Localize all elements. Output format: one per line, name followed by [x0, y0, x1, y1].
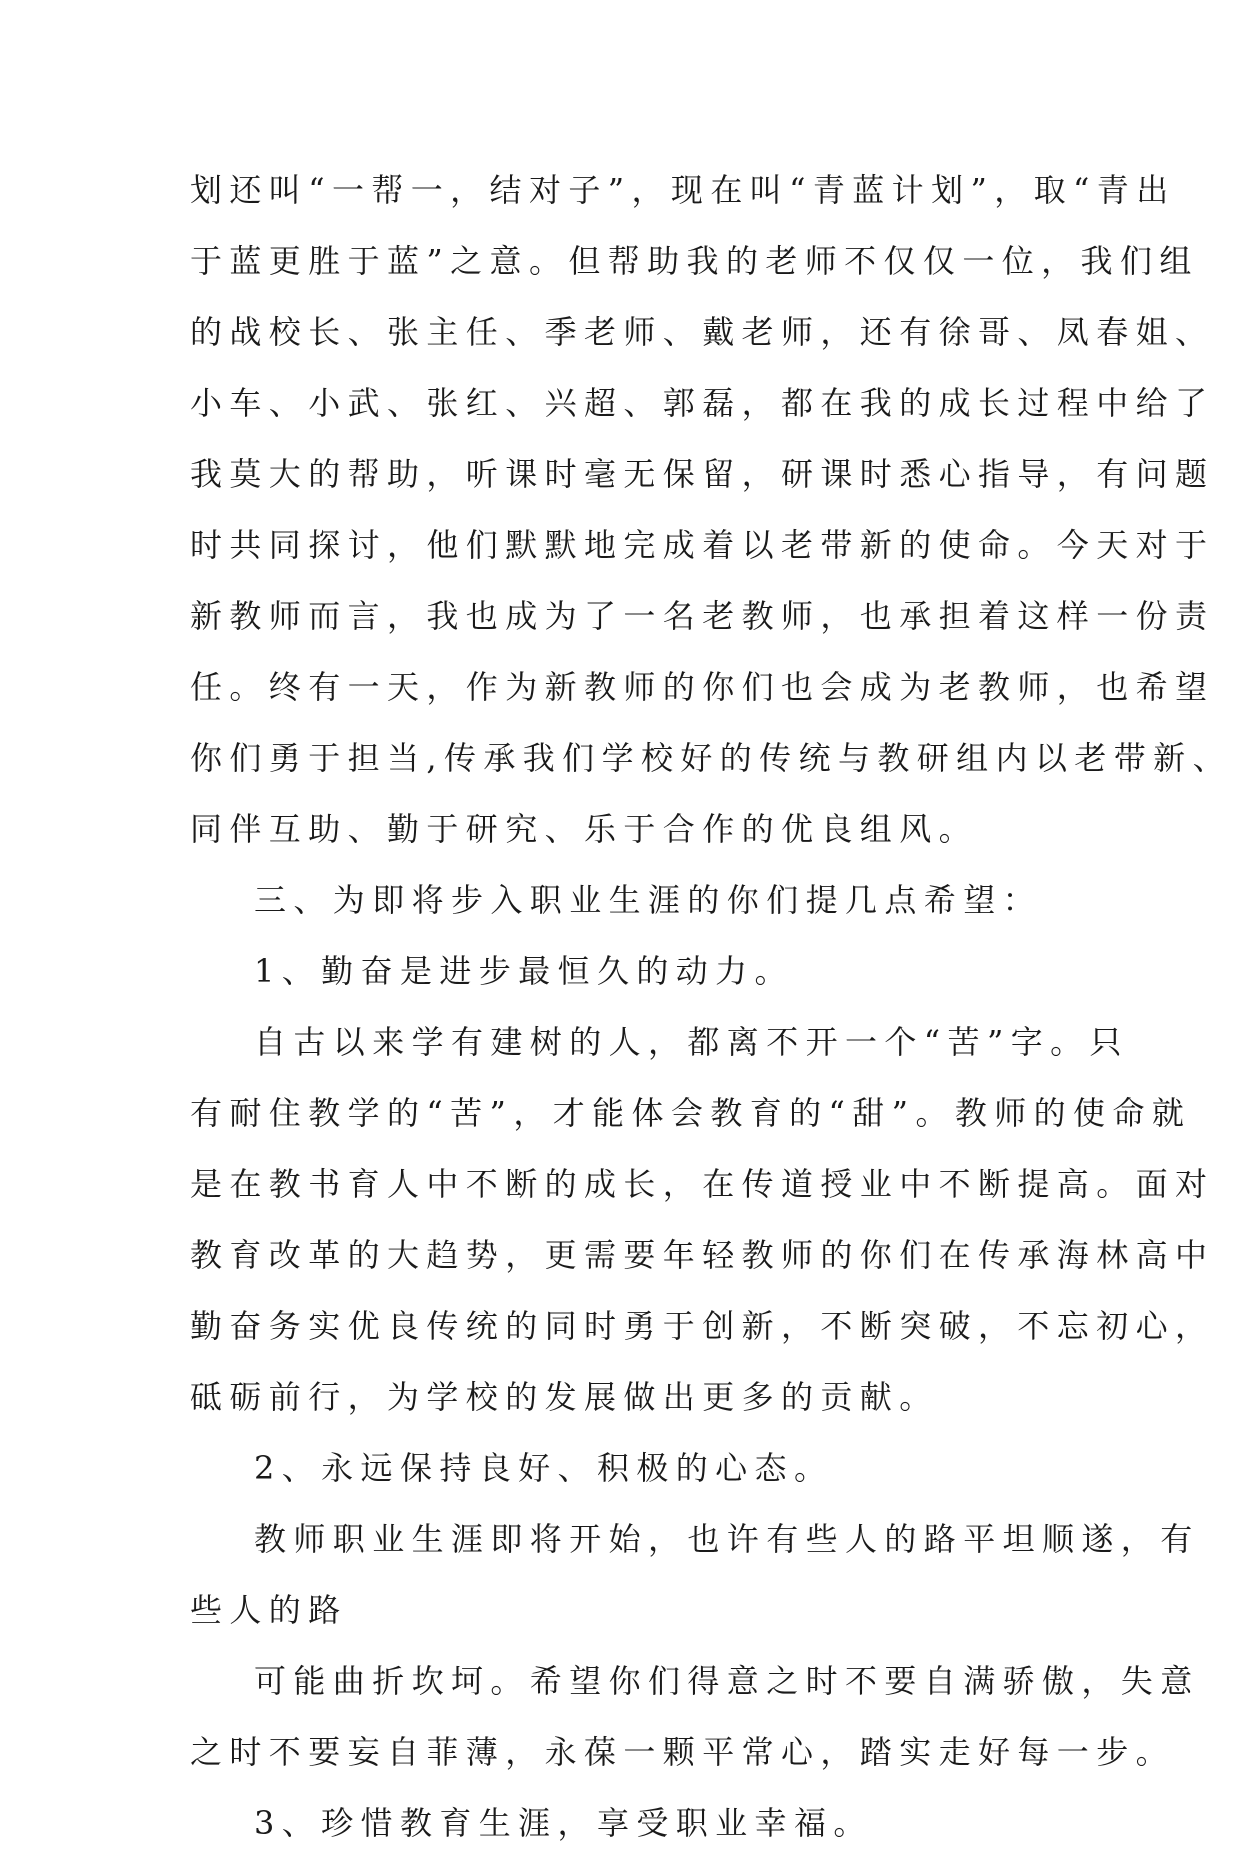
text-line: 三、为即将步入职业生涯的你们提几点希望： — [254, 881, 1043, 919]
text-line: 教师职业生涯即将开始，也许有些人的路平坦顺遂，有 — [254, 1520, 1200, 1558]
text-line: 有耐住教学的“苦”，才能体会教育的“甜”。教师的使命就 — [190, 1094, 1192, 1132]
text-line: 是在教书育人中不断的成长，在传道授业中不断提高。面对 — [190, 1165, 1215, 1203]
text-line: 些人的路 — [190, 1591, 348, 1629]
text-line: 我莫大的帮助，听课时毫无保留，研课时悉心指导，有问题 — [190, 455, 1215, 493]
text-line: 2、永远保持良好、积极的心态。 — [254, 1449, 834, 1487]
document-body — [190, 155, 1232, 1859]
text-line: 勤奋务实优良传统的同时勇于创新，不断突破，不忘初心， — [190, 1307, 1215, 1345]
text-line: 3、珍惜教育生涯，享受职业幸福。 — [254, 1804, 873, 1842]
text-line: 小车、小武、张红、兴超、郭磊，都在我的成长过程中给了 — [190, 384, 1215, 422]
text-line: 同伴互助、勤于研究、乐于合作的优良组风。 — [190, 810, 979, 848]
text-line: 时共同探讨，他们默默地完成着以老带新的使命。今天对于 — [190, 526, 1215, 564]
text-line: 的战校长、张主任、季老师、戴老师，还有徐哥、凤春姐、 — [190, 313, 1215, 351]
text-line: 自古以来学有建树的人，都离不开一个“苦”字。只 — [254, 1023, 1129, 1061]
text-line: 1、勤奋是进步最恒久的动力。 — [254, 952, 794, 990]
text-line: 任。终有一天，作为新教师的你们也会成为老教师，也希望 — [190, 668, 1215, 706]
text-line: 新教师而言，我也成为了一名老教师，也承担着这样一份责 — [190, 597, 1215, 635]
text-line: 你们勇于担当,传承我们学校好的传统与教研组内以老带新、 — [190, 739, 1232, 777]
text-line: 于蓝更胜于蓝”之意。但帮助我的老师不仅仅一位，我们组 — [190, 242, 1199, 280]
text-line: 教育改革的大趋势，更需要年轻教师的你们在传承海林高中 — [190, 1236, 1215, 1274]
text-line: 砥砺前行，为学校的发展做出更多的贡献。 — [190, 1378, 939, 1416]
text-line: 可能曲折坎坷。希望你们得意之时不要自满骄傲，失意 — [254, 1662, 1200, 1700]
text-line: 之时不要妄自菲薄，永葆一颗平常心，踏实走好每一步。 — [190, 1733, 1176, 1771]
text-line: 划还叫“一帮一，结对子”，现在叫“青蓝计划”，取“青出 — [190, 171, 1176, 209]
